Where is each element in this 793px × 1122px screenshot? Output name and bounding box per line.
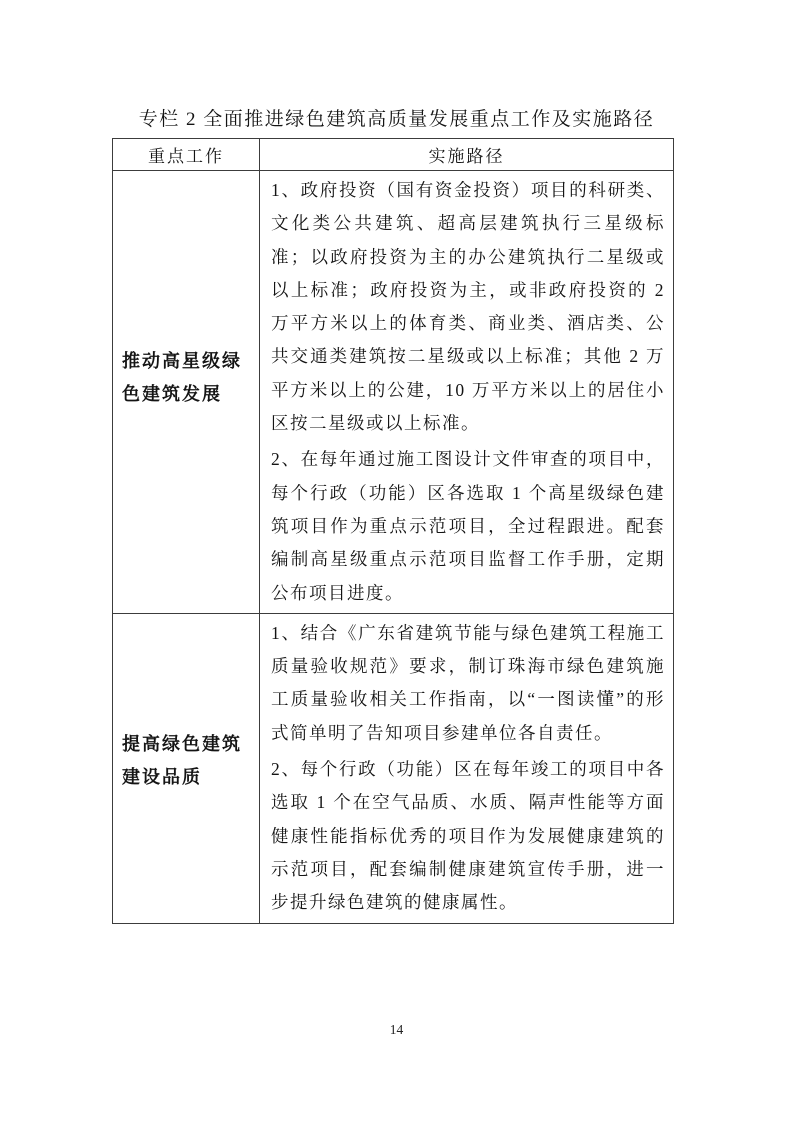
table-row xyxy=(113,171,674,614)
task-label: 推动高星级绿色建筑发展 xyxy=(122,350,242,404)
task-cell-high-star-green-building xyxy=(113,171,260,614)
table-caption: 专栏 2 全面推进绿色建筑高质量发展重点工作及实施路径 xyxy=(138,109,655,130)
task-cell-construction-quality xyxy=(113,613,260,923)
path-paragraph: 1、结合《广东省建筑节能与绿色建筑工程施工质量验收规范》要求，制订珠海市绿色建筑施工质量验收相关工作指南，以“一图读懂”的形式简单明了告知项目参建单位各自责任。 xyxy=(271,622,665,743)
path-cell-construction-quality xyxy=(260,613,674,923)
key-work-table xyxy=(112,138,674,924)
path-paragraph: 2、在每年通过施工图设计文件审查的项目中，每个行政（功能）区各选取 1 个高星级绿色建筑项目作为重点示范项目，全过程跟进。配套编制高星级重点示范项目监督工作手册，定期公布项目进度。 xyxy=(271,449,665,603)
table-header-row xyxy=(113,139,674,171)
path-cell-high-star-green-building xyxy=(260,171,674,614)
column-header-implementation-path: 实施路径 xyxy=(260,139,674,171)
path-paragraph: 2、每个行政（功能）区在每年竣工的项目中各选取 1 个在空气品质、水质、隔声性能等方面健康性能指标优秀的项目作为发展健康建筑的示范项目，配套编制健康建筑宣传手册，进一步提升绿色建筑的健康属性。 xyxy=(271,759,665,913)
column-header-key-work: 重点工作 xyxy=(113,139,260,171)
task-label: 提高绿色建筑建设品质 xyxy=(122,734,242,788)
table-row xyxy=(113,613,674,923)
page-number: 14 xyxy=(389,1022,404,1037)
path-paragraph: 1、政府投资（国有资金投资）项目的科研类、文化类公共建筑、超高层建筑执行三星级标准；以政府投资为主的办公建筑执行二星级或以上标准；政府投资为主，或非政府投资的 2 万平方米以上的体育类、商业类、酒店类、公共交通类建筑按二星级或以上标准；其他 2 万平方米以上的公建，10 万平方米以上的居住小区按二星级或以上标准。 xyxy=(271,180,665,434)
